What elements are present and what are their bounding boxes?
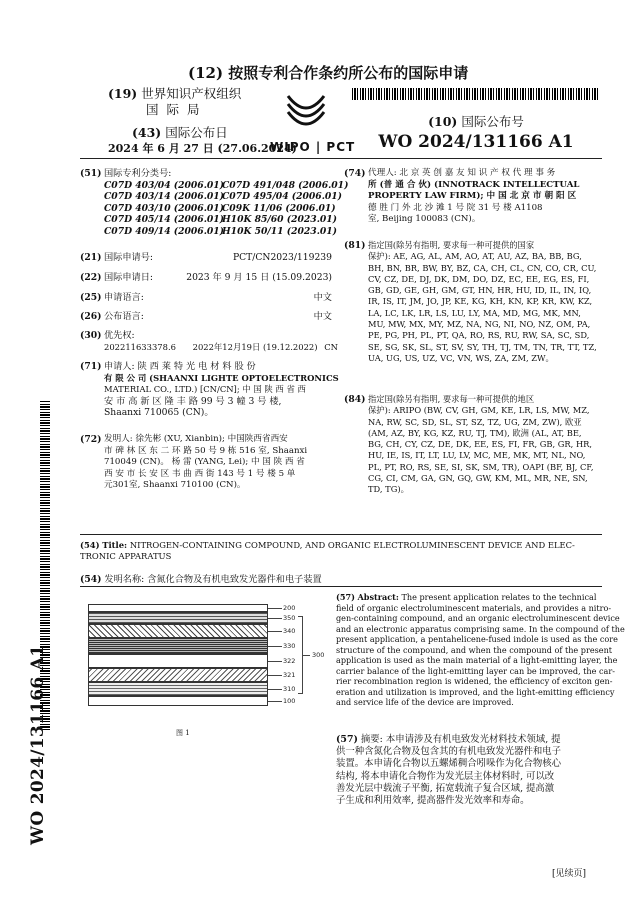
pubno-label: 国际公布号 — [461, 114, 524, 129]
layer-322 — [88, 654, 268, 668]
states-line: NA, RW, SC, SD, SL, ST, SZ, TZ, UG, ZM, ZW), 欧亚 — [368, 416, 582, 427]
field-value: PCT/CN2023/119239 — [232, 252, 332, 263]
group-label: 300 — [312, 651, 325, 659]
inid-code: (57) — [336, 592, 355, 602]
states-line: SE, SG, SK, SL, ST, SV, SY, TH, TJ, TM, TN, TR, TT, TZ, — [368, 341, 597, 352]
layer-label: 340 — [283, 627, 296, 635]
title-text: 含氮化合物及有机电致发光器件和电子装置 — [147, 574, 322, 585]
abstract-line: 善发光层中载流子平衡, 拓宽载流子复合区域, 提高激 — [336, 782, 555, 794]
ipc-code: C07D 491/048 (2006.01) — [222, 179, 349, 191]
layer-label: 200 — [283, 604, 296, 612]
ipc-label: 国际专利分类号: — [104, 168, 172, 179]
inid-code: (25) — [80, 292, 102, 303]
abstract-label: 摘要: — [360, 734, 383, 745]
field-value: 中文 — [313, 311, 332, 322]
inid-code: (54) — [80, 574, 102, 585]
abstract-line: 本申请涉及有机电致发光材料技术领域, 提 — [385, 734, 561, 745]
inventor-line: 元301室, Shaanxi 710100 (CN)。 — [104, 480, 246, 491]
applicant-line: Shaanxi 710065 (CN)。 — [104, 407, 214, 419]
priority-date: 2022年12月19日 (19.12.2022) — [192, 341, 318, 352]
org-name: 世界知识产权组织 — [141, 86, 242, 101]
application-number — [80, 252, 332, 264]
states-line: PE, PG, PH, PL, PT, QA, RO, RS, RU, RW, SA, SC, SD, — [368, 330, 590, 341]
ipc-code: C07D 403/10 (2006.01) — [104, 202, 225, 214]
states-line: TD, TG)。 — [368, 484, 409, 495]
priority-number: 202211633378.6 — [104, 341, 176, 352]
field-label: 优先权: — [104, 330, 135, 341]
abstract-english — [336, 592, 625, 708]
applicant-line: 申请人: 陕 西 莱 特 光 电 材 料 股 份 — [104, 361, 256, 372]
layer-label: 321 — [283, 671, 296, 679]
pubdate-label: 国际公布日 — [165, 125, 228, 140]
filing-language — [80, 292, 332, 304]
publication-number: WO 2024/131166 A1 — [378, 132, 574, 152]
field-value: 2023 年 9 月 15 日 (15.09.2023) — [186, 272, 332, 283]
publication-number-block — [352, 112, 600, 152]
office-name — [108, 86, 241, 118]
ipc-code: C09K 11/06 (2006.01) — [222, 202, 336, 214]
layer-label: 322 — [283, 657, 296, 665]
abstract-line: structure of the compound, and when the compound of the present — [336, 644, 613, 655]
org-bureau: 国 际 局 — [146, 102, 202, 117]
title-line: TRONIC APPARATUS — [80, 551, 172, 561]
inid-code: (54) — [80, 540, 100, 550]
inid-code: (19) — [108, 86, 138, 101]
applicant-line: 有 限 公 司 (SHAANXI LIGHTE OPTOELECTRONICS — [104, 372, 339, 383]
barcode-top — [352, 88, 600, 100]
abstract-line: 供一种含氮化合物及包含其的有机电致发光器件和电子 — [336, 746, 562, 758]
title-label: Title: — [102, 540, 128, 550]
inid-code: (10) — [428, 114, 458, 129]
inid-code: (81) — [344, 240, 366, 251]
layer-321 — [88, 668, 268, 682]
inid-code: (51) — [80, 168, 102, 179]
side-publication-number: WO 2024/131166 A1 — [28, 644, 48, 845]
inid-code: (74) — [344, 168, 366, 179]
inid-code: (72) — [80, 434, 102, 445]
title-divider-bottom — [80, 586, 602, 587]
ipc-code: H10K 85/60 (2023.01) — [222, 214, 338, 226]
publication-date-block — [108, 125, 297, 157]
inid-code: (57) — [336, 734, 358, 745]
states-line: UA, UG, US, UZ, VC, VN, WS, ZA, ZM, ZW。 — [368, 352, 554, 363]
abstract-line: rier recombination region is widened, the efficiency of exciton gen- — [336, 676, 613, 686]
abstract-line: 装置。本申请化合物以五螺烯稠合吲哚作为化合物核心 — [336, 758, 562, 770]
ipc-table — [80, 179, 349, 238]
inid-code: (22) — [80, 272, 102, 283]
states-line: BG, CH, CY, CZ, DE, DK, EE, ES, FI, FR, GB, GR, HR, — [368, 439, 593, 450]
field-label: 国际申请日: — [104, 272, 154, 283]
applicant-line: 安 市 高 新 区 隆 丰 路 99 号 3 幢 3 号 楼, — [104, 395, 282, 407]
states-line: MU, MW, MX, MY, MZ, NA, NG, NI, NO, NZ, OM, PA, — [368, 319, 591, 330]
title-label: 发明名称: — [104, 574, 145, 585]
inventor-line: 710049 (CN)。 杨 雷 (YANG, Lei); 中 国 陕 西 省 — [104, 457, 305, 468]
inventor-line: 西 安 市 长 安 区 韦 曲 西 街 143 号 1 号 楼 5 单 — [104, 468, 296, 479]
inid-code: (43) — [132, 125, 162, 140]
inventor-line: 发明人: 徐先彬 (XU, Xianbin); 中国陕西省西安 — [104, 434, 288, 444]
wipo-arc-icon — [288, 96, 324, 108]
title-chinese — [80, 571, 322, 585]
application-date — [80, 272, 332, 284]
inid-code: (71) — [80, 361, 102, 372]
field-label: 申请语言: — [104, 292, 144, 303]
inventors — [80, 434, 336, 492]
states-line: CG, CI, CM, GA, GN, GQ, GW, KM, ML, MR, NE, SN, — [368, 473, 588, 484]
designated-states-regional — [344, 394, 606, 496]
layer-330 — [88, 638, 268, 654]
figure-caption: 图 1 — [176, 729, 190, 737]
header-divider — [80, 158, 602, 159]
priority — [80, 330, 338, 353]
agent-line: PROPERTY LAW FIRM); 中 国 北 京 市 朝 阳 区 — [368, 191, 577, 202]
abstract-line: present application, a pentahelicene-fused indole is used as the core — [336, 634, 618, 644]
field-value: 中文 — [313, 292, 332, 303]
abstract-line: 结构, 将本申请化合物作为发光层主体材料时, 可以改 — [336, 770, 555, 782]
states-line: 保护): ARIPO (BW, CV, GH, GM, KE, LR, LS, MW, MZ, — [368, 405, 590, 416]
ipc-code: C07D 403/14 (2006.01) — [104, 191, 225, 203]
abstract-line: gen-containing compound, and an organic electroluminescent device — [336, 613, 620, 623]
layer-310 — [88, 682, 268, 696]
title-divider-top — [80, 534, 602, 535]
inid-code: (21) — [80, 252, 102, 263]
agent-line: 所 (普 通 合 伙) (INNOTRACK INTELLECTUAL — [368, 179, 580, 190]
pubdate-value: 2024 年 6 月 27 日 (27.06.2024) — [108, 142, 297, 155]
states-line: 保护): AE, AG, AL, AM, AO, AT, AU, AZ, BA, BB, BG, — [368, 251, 582, 262]
field-label: 公布语言: — [104, 311, 144, 322]
inid-code: (26) — [80, 311, 102, 322]
continued-marker: [见续页] — [552, 869, 587, 879]
layer-label: 310 — [283, 685, 296, 693]
document-title: (12) 按照专利合作条约所公布的国际申请 — [188, 64, 469, 82]
agent-line: 代理人: 北 京 英 创 嘉 友 知 识 产 权 代 理 事 务 — [368, 168, 556, 178]
designated-states-national — [344, 240, 606, 364]
states-line: PL, PT, RO, RS, SE, SI, SK, SM, TR), OAPI (BF, BJ, CF, — [368, 461, 594, 472]
agent-line: 室, Beijing 100083 (CN)。 — [368, 214, 481, 225]
abstract-line: eration and utilization is improved, and the light-emitting efficiency — [336, 686, 615, 697]
applicant-line: MATERIAL CO., LTD.) [CN/CN]; 中 国 陕 西 省 西 — [104, 384, 306, 395]
publication-language — [80, 311, 332, 323]
states-line: 指定国(除另有指明, 要求每一种可提供的地区 — [368, 394, 535, 404]
agent — [344, 168, 606, 226]
states-line: (AM, AZ, BY, KG, KZ, RU, TJ, TM), 欧洲 (AL, AT, BE, — [368, 427, 582, 438]
layer-label: 330 — [283, 642, 296, 650]
states-line: IR, IS, IT, JM, JO, JP, KE, KG, KH, KN, KP, KR, KW, KZ, — [368, 296, 593, 307]
states-line: GB, GD, GE, GH, GM, GT, HN, HR, HU, ID, IL, IN, IQ, — [368, 285, 592, 296]
ipc-section — [80, 168, 349, 238]
layer-350 — [88, 612, 268, 624]
field-label: 国际申请号: — [104, 252, 154, 263]
layer-200 — [88, 604, 268, 612]
ipc-code: C07D 405/14 (2006.01) — [104, 214, 225, 226]
ipc-code: C07D 403/04 (2006.01) — [104, 179, 225, 191]
wipo-emblem-icon — [282, 90, 330, 138]
abstract-line: field of organic electroluminescent materials, and provides a nitro- — [336, 602, 612, 613]
abstract-line: and service life of the device are improved. — [336, 697, 514, 707]
abstract-line: application is used as the main material of a light-emitting layer, the — [336, 655, 618, 665]
states-line: CV, CZ, DE, DJ, DK, DM, DO, DZ, EC, EE, EG, ES, FI, — [368, 273, 590, 284]
wipo-arc-icon — [288, 112, 324, 124]
ipc-code: C07D 495/04 (2006.01) — [222, 191, 343, 203]
layer-100 — [88, 696, 268, 706]
abstract-line: and an electronic apparatus comprising same. In the compound of the — [336, 623, 625, 634]
layer-label: 350 — [283, 614, 296, 622]
abstract-chinese — [336, 734, 604, 807]
inventor-line: 市 碑 林 区 东 二 环 路 50 号 9 栋 516 室, Shaanxi — [104, 445, 308, 456]
abstract-line: The present application relates to the technical — [401, 592, 597, 602]
ipc-code: H10K 50/11 (2023.01) — [222, 225, 338, 237]
states-line: LA, LC, LK, LR, LS, LU, LY, MA, MD, MG, MK, MN, — [368, 307, 581, 318]
ipc-code: C07D 409/14 (2006.01) — [104, 225, 225, 237]
wipo-arc-icon — [288, 104, 324, 116]
abstract-line: carrier balance of the light-emitting layer can be improved, the car- — [336, 665, 615, 676]
states-line: 指定国(除另有指明, 要求每一种可提供的国家 — [368, 240, 535, 250]
abstract-label: Abstract: — [357, 592, 399, 602]
applicant — [80, 361, 339, 419]
inid-code: (30) — [80, 330, 102, 341]
title-english — [80, 540, 602, 562]
priority-country: CN — [324, 341, 338, 352]
layer-340 — [88, 624, 268, 638]
abstract-line: 子生成和利用效率, 提高器件发光效率和寿命。 — [336, 795, 530, 807]
states-line: HU, IE, IS, IT, LT, LU, LV, MC, ME, MK, MT, NL, NO, — [368, 450, 586, 461]
inid-code: (84) — [344, 394, 366, 405]
states-line: BH, BN, BR, BW, BY, BZ, CA, CH, CL, CN, CO, CR, CU, — [368, 262, 597, 273]
layer-label: 100 — [283, 697, 296, 705]
title-line: NITROGEN-CONTAINING COMPOUND, AND ORGANIC ELECTROLUMINESCENT DEVICE AND ELEC- — [129, 540, 575, 550]
wipo-pct-logo: WIPO | PCT — [270, 140, 356, 154]
agent-line: 德 胜 门 外 北 沙 滩 1 号 院 31 号 楼 A1108 — [368, 202, 543, 213]
